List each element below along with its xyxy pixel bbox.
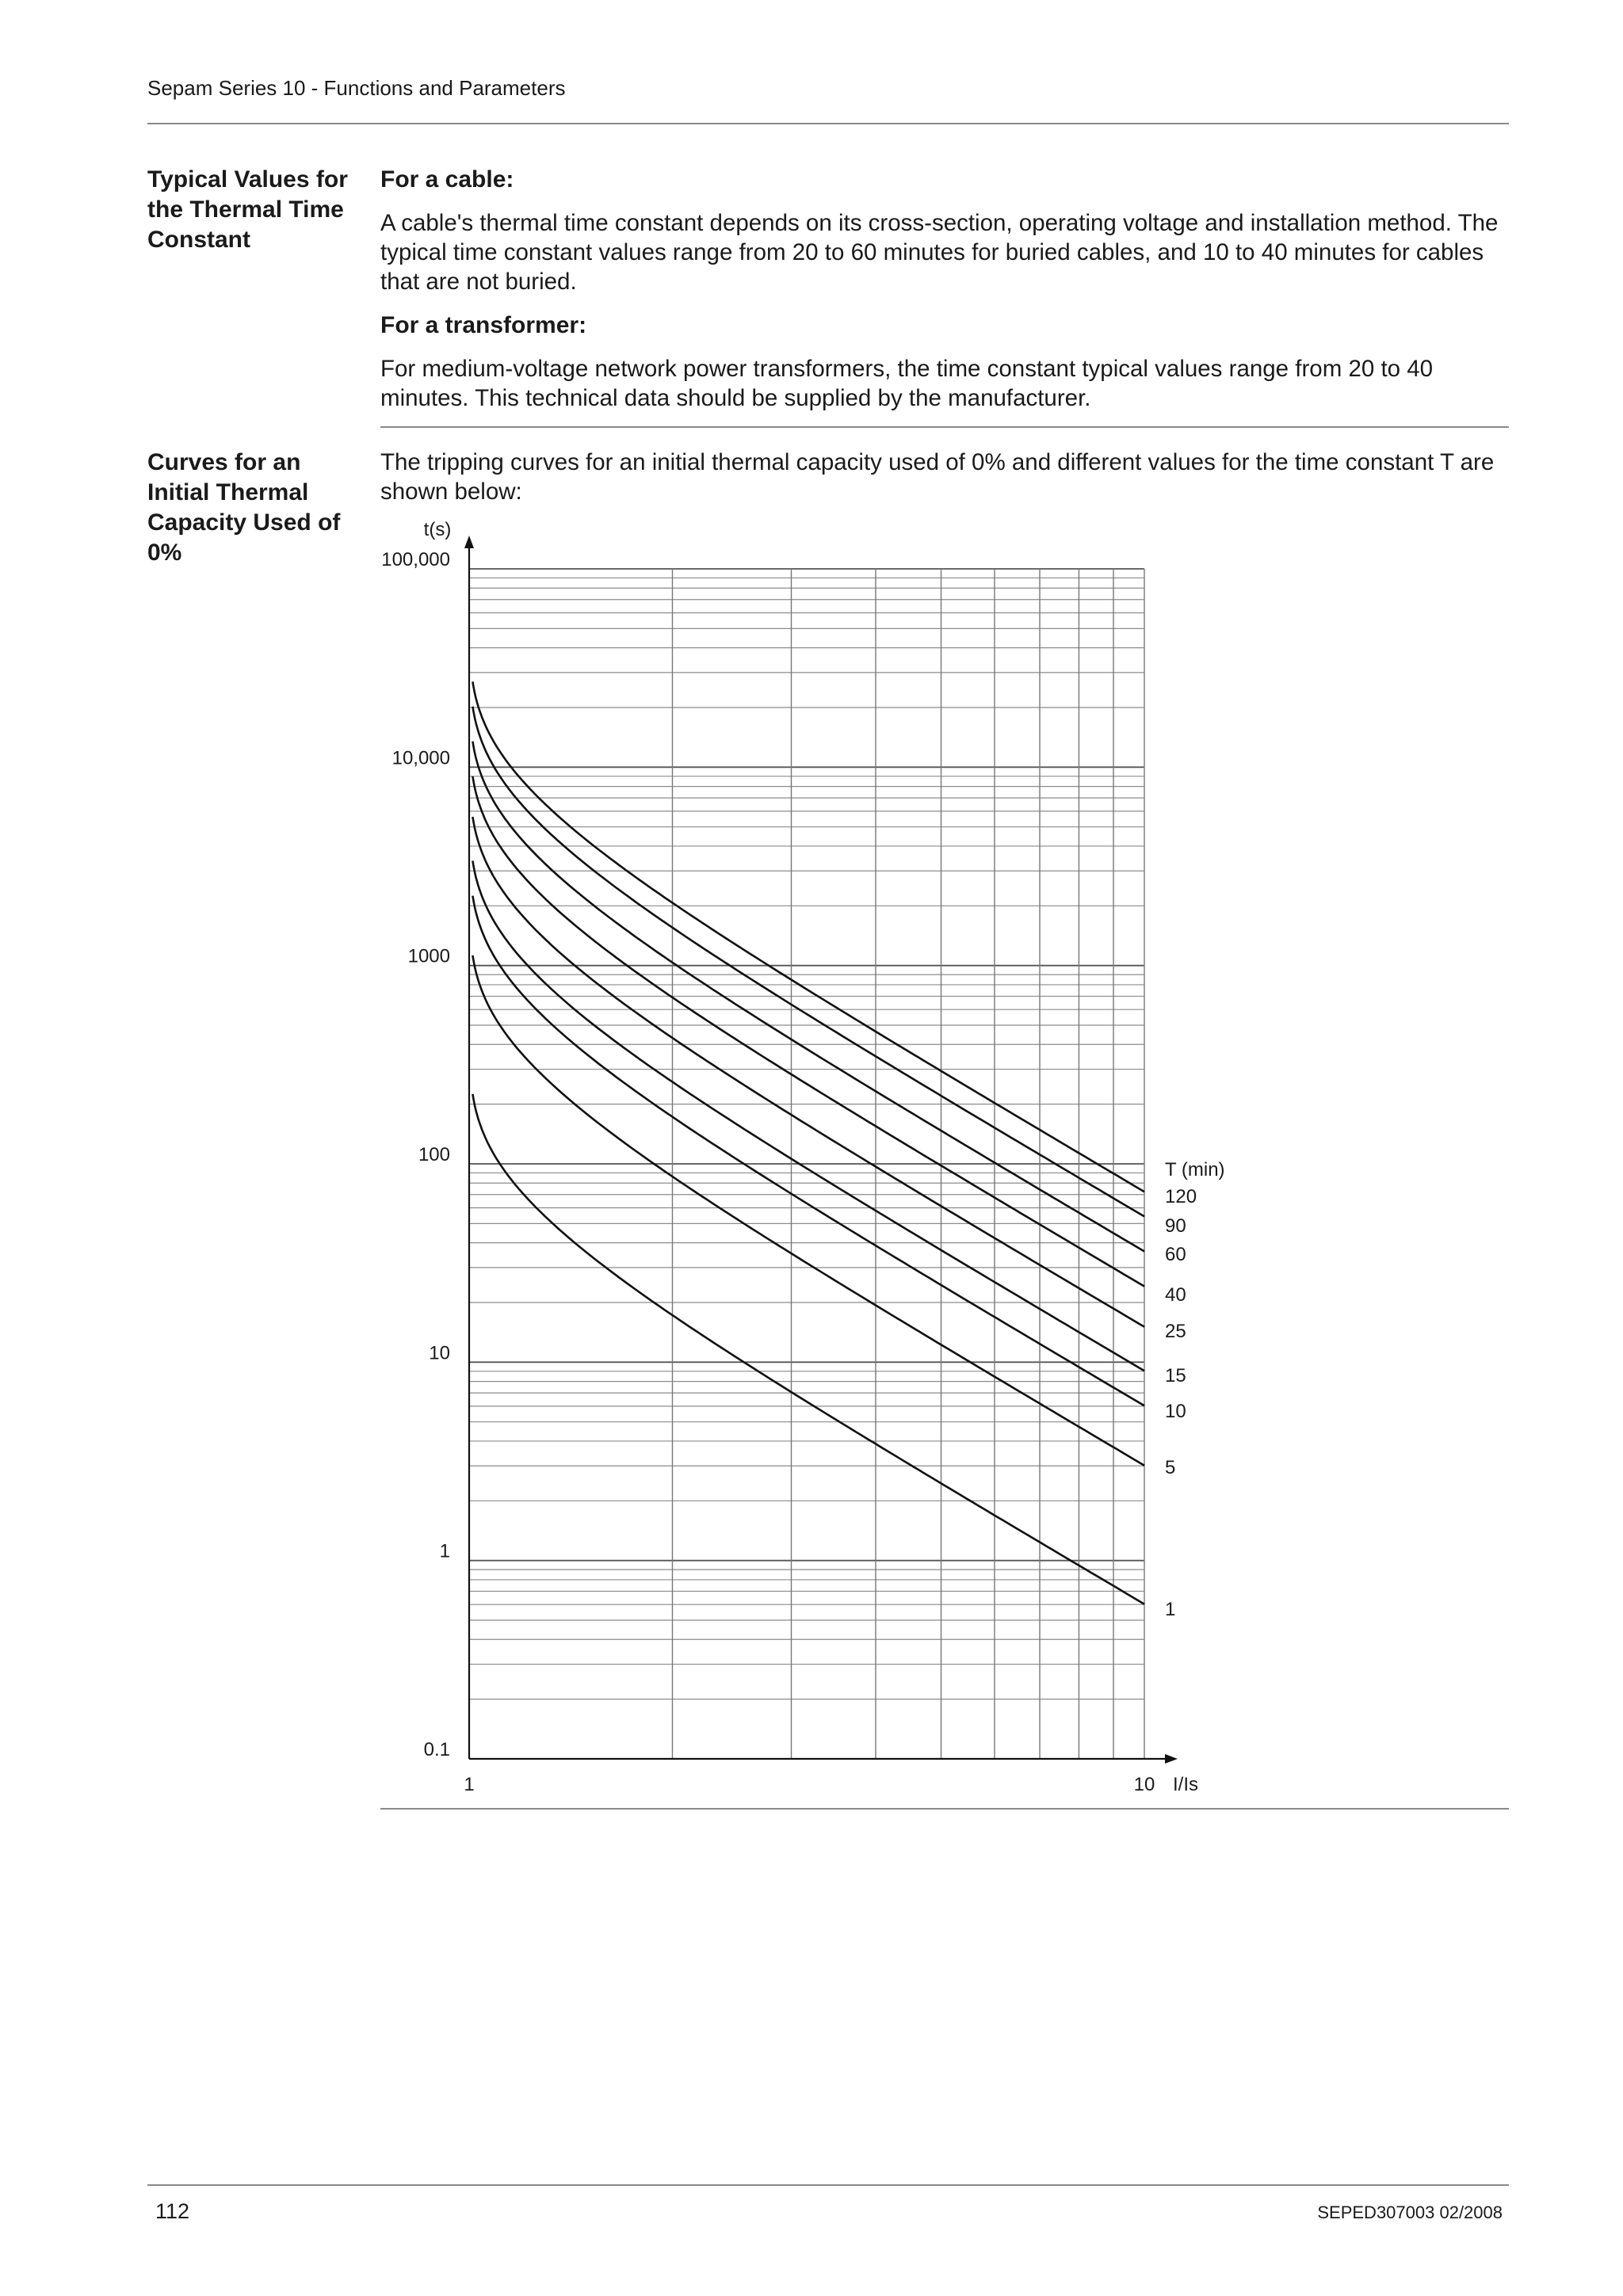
curve-T-5	[472, 955, 1144, 1466]
series-label-T-15: 15	[1165, 1365, 1186, 1386]
paragraph-cable: A cable's thermal time constant depends on its cross-section, operating voltage and installation method. The typical time constant values range from 20 to 60 minutes for buried cables, and 10 to 40 minutes for cables that are not buried.	[380, 210, 1499, 295]
series-label-T-90: 90	[1165, 1215, 1186, 1237]
side-heading-curves: Curves for an Initial Thermal Capacity Used of 0%	[147, 449, 341, 566]
chart-grid	[469, 569, 1144, 1759]
y-tick-label: 0.1	[423, 1739, 450, 1760]
curve-T-10	[472, 896, 1144, 1406]
x-axis-arrow-icon	[1165, 1754, 1178, 1764]
y-axis-arrow-icon	[464, 536, 474, 548]
footer-rule	[147, 2184, 1509, 2186]
curve-T-25	[472, 817, 1144, 1327]
x-tick-label: 1	[464, 1774, 475, 1795]
page-number: 112	[155, 2199, 190, 2223]
series-label-T-120: 120	[1165, 1186, 1197, 1207]
chart-labels	[381, 519, 1224, 1795]
legend-title: T (min)	[1165, 1159, 1225, 1180]
curve-T-15	[472, 861, 1144, 1371]
x-tick-label: 10	[1133, 1774, 1155, 1795]
y-tick-label: 1	[439, 1540, 450, 1562]
series-label-T-1: 1	[1165, 1599, 1176, 1620]
y-tick-label: 1000	[407, 945, 450, 967]
series-label-T-40: 40	[1165, 1284, 1186, 1306]
curve-T-120	[472, 681, 1144, 1192]
curve-T-90	[472, 707, 1144, 1217]
y-tick-label: 100,000	[381, 549, 450, 570]
series-label-T-60: 60	[1165, 1244, 1186, 1265]
y-tick-label: 10,000	[391, 747, 450, 769]
y-tick-label: 10	[429, 1342, 450, 1364]
y-tick-label: 100	[418, 1144, 450, 1165]
y-axis-label: t(s)	[423, 519, 452, 540]
chart-bottom-rule	[380, 1808, 1509, 1810]
document-reference: SEPED307003 02/2008	[1317, 2203, 1503, 2222]
paragraph-transformer: For medium-voltage network power transformers, the time constant typical values range from 20 to 40 minutes. This technical data should be supplied by the manufacturer.	[380, 356, 1434, 411]
subhead-cable: For a cable:	[380, 166, 514, 193]
subhead-transformer: For a transformer:	[380, 312, 587, 338]
series-label-T-5: 5	[1165, 1457, 1176, 1478]
series-label-T-10: 10	[1165, 1401, 1186, 1422]
side-heading-thermal-time-constant: Typical Values for the Thermal Time Constant	[147, 166, 348, 253]
running-header: Sepam Series 10 - Functions and Parameters	[147, 76, 566, 100]
series-label-T-25: 25	[1165, 1321, 1186, 1342]
x-axis-label: I/Is	[1173, 1774, 1199, 1795]
paragraph-curves-intro: The tripping curves for an initial thermal capacity used of 0% and different values for the time constant T are shown below:	[380, 449, 1495, 505]
